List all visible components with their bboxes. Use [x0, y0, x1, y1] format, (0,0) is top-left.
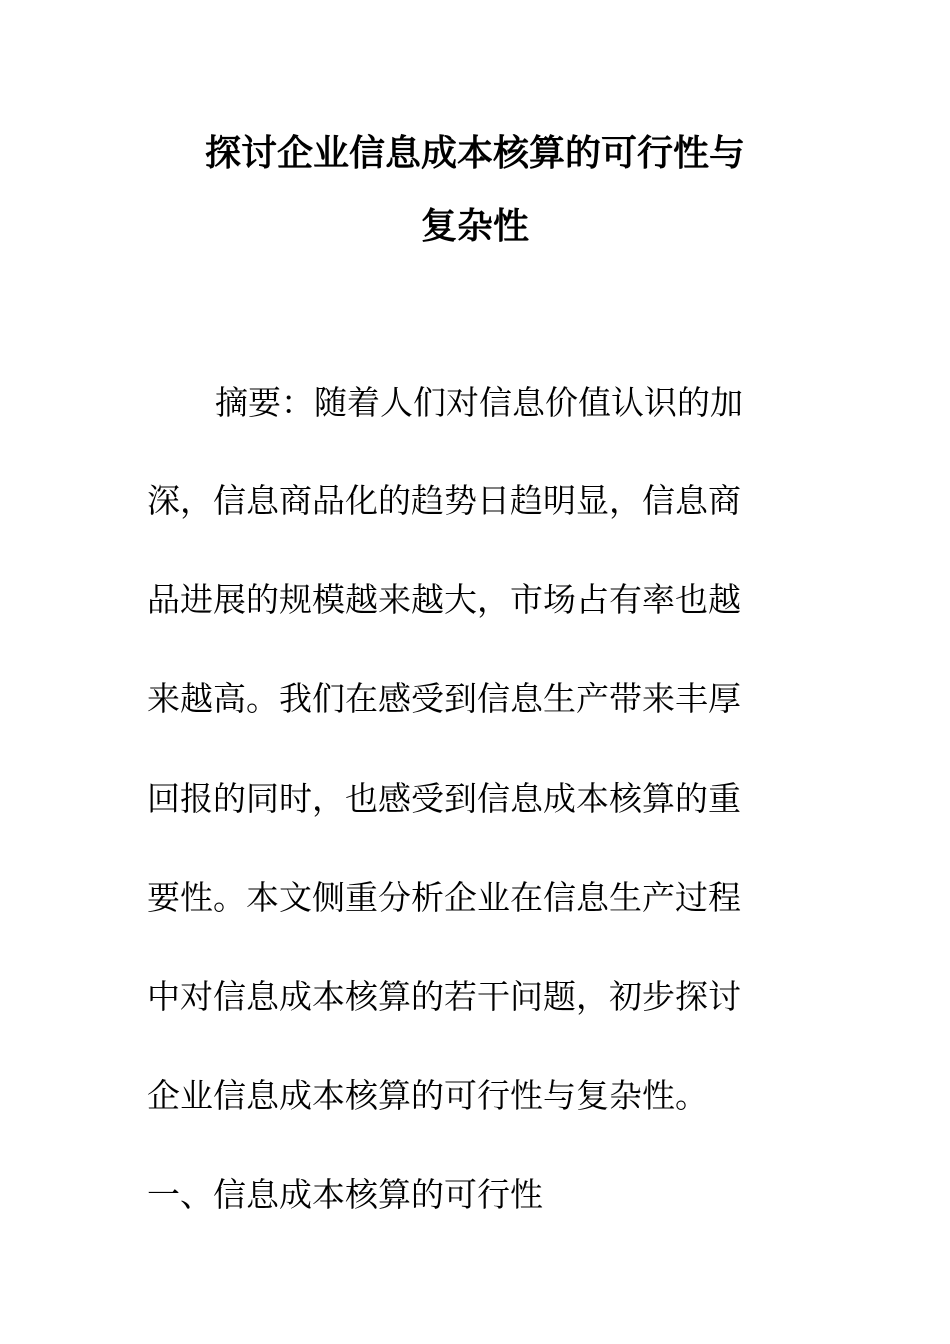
- abstract-line-1: 摘要：随着人们对信息价值认识的加: [215, 383, 743, 422]
- section-heading: 一、信息成本核算的可行性: [147, 1175, 543, 1214]
- abstract-line-5: 回报的同时，也感受到信息成本核算的重: [147, 779, 741, 818]
- abstract-line-3: 品进展的规模越来越大，市场占有率也越: [147, 580, 741, 619]
- abstract-line-4: 来越高。我们在感受到信息生产带来丰厚: [147, 679, 741, 718]
- abstract-line-7: 中对信息成本核算的若干问题，初步探讨: [147, 977, 741, 1016]
- abstract-line-6: 要性。本文侧重分析企业在信息生产过程: [147, 878, 741, 917]
- document-title-line-2: 复杂性: [420, 205, 529, 247]
- abstract-line-2: 深，信息商品化的趋势日趋明显，信息商: [147, 481, 741, 520]
- abstract-line-8: 企业信息成本核算的可行性与复杂性。: [147, 1076, 708, 1115]
- document-title-line-1: 探讨企业信息成本核算的可行性与: [204, 132, 745, 174]
